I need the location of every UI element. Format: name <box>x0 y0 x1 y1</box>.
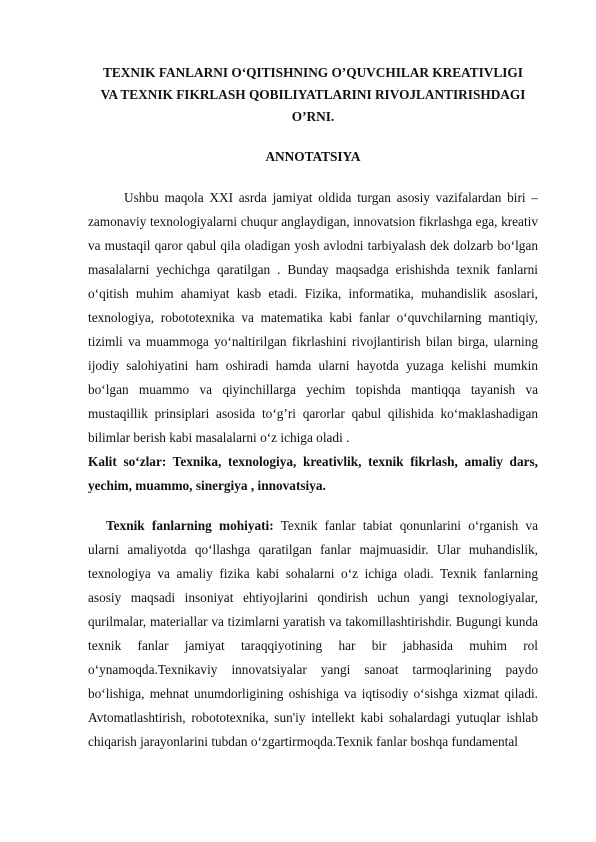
keywords-paragraph: Kalit so‘zlar: Texnika, texnologiya, kreativlik, texnik fikrlash, amaliy dars, yechim, muammo, sinergiya , innovatsiya. <box>88 454 538 493</box>
document-title <box>88 62 538 128</box>
document-page <box>88 62 538 754</box>
title-line-2: VA TEXNIK FIKRLASH QOBILIYATLARINI RIVOJLANTIRISHDAGI <box>100 87 526 102</box>
title-line-1: TEXNIK FANLARNI O‘QITISHNING O’QUVCHILAR KREATIVLIGI <box>103 65 523 80</box>
section-lead: Texnik fanlarning mohiyati: <box>106 518 274 533</box>
section-paragraph <box>88 514 538 754</box>
annotation-heading: ANNOTATSIYA <box>265 149 361 164</box>
section-body: Texnik fanlar tabiat qonunlarini o‘rganish va ularni amaliyotda qo‘llashga qaratilgan fanlar majmuasidir. Ular muhandislik, texnologiya va amaliy fizika kabi sohalarni o‘z ichiga oladi. Texnik fanlarning asosiy maqsadi insoniyat ehtiyojlarini qondirish uchun yangi texnologiyalar, qurilmalar, materiallar va tizimlarni yaratish va takomillashtirishdir. Bugungi kunda texnik fanlar jamiyat taraqqiyotining har bir jabhasida muhim rol o‘ynamoqda.Texnikaviy innovatsiyalar yangi sanoat tarmoqlarining paydo bo‘lishiga, mehnat unumdorligining oshishiga va iqtisodiy o‘sishga xizmat qiladi. Avtomatlashtirish, robototexnika, sun'iy intellekt kabi sohalardagi yutuqlar ishlab chiqarish jarayonlarini tubdan o‘zgartirmoqda.Texnik fanlar boshqa fundamental <box>88 518 539 749</box>
abstract-paragraph: Ushbu maqola XXI asrda jamiyat oldida turgan asosiy vazifalardan biri – zamonaviy texnologiyalarni chuqur anglaydigan, innovatsion fikrlashga ega, kreativ va mustaqil qaror qabul qila oladigan yosh avlodni tarbiyalash dek dolzarb bo‘lgan masalalarni yechichga qaratilgan . Bunday maqsadga erishishda texnik fanlarni o‘qitish muhim ahamiyat kasb etadi. Fizika, informatika, muhandislik asoslari, texnologiya, robototexnika va matematika kabi fanlar o‘quvchilarning mantiqiy, tizimli va muammoga yo‘naltirilgan fikrlashini rivojlantirish bilan birga, ularning ijodiy salohiyatini ham oshiradi hamda ularni hayotda yuzaga kelishi mumkin bo‘lgan muammo va qiyinchillarga yechim topishda mantiqqa tayanish va mustaqillik prinsiplari asosida to‘g’ri qarorlar qabul qilishida ko‘maklashadigan bilimlar berish kabi masalalarni o‘z ichiga oladi . <box>88 190 538 445</box>
title-line-3: O’RNI. <box>291 109 335 124</box>
